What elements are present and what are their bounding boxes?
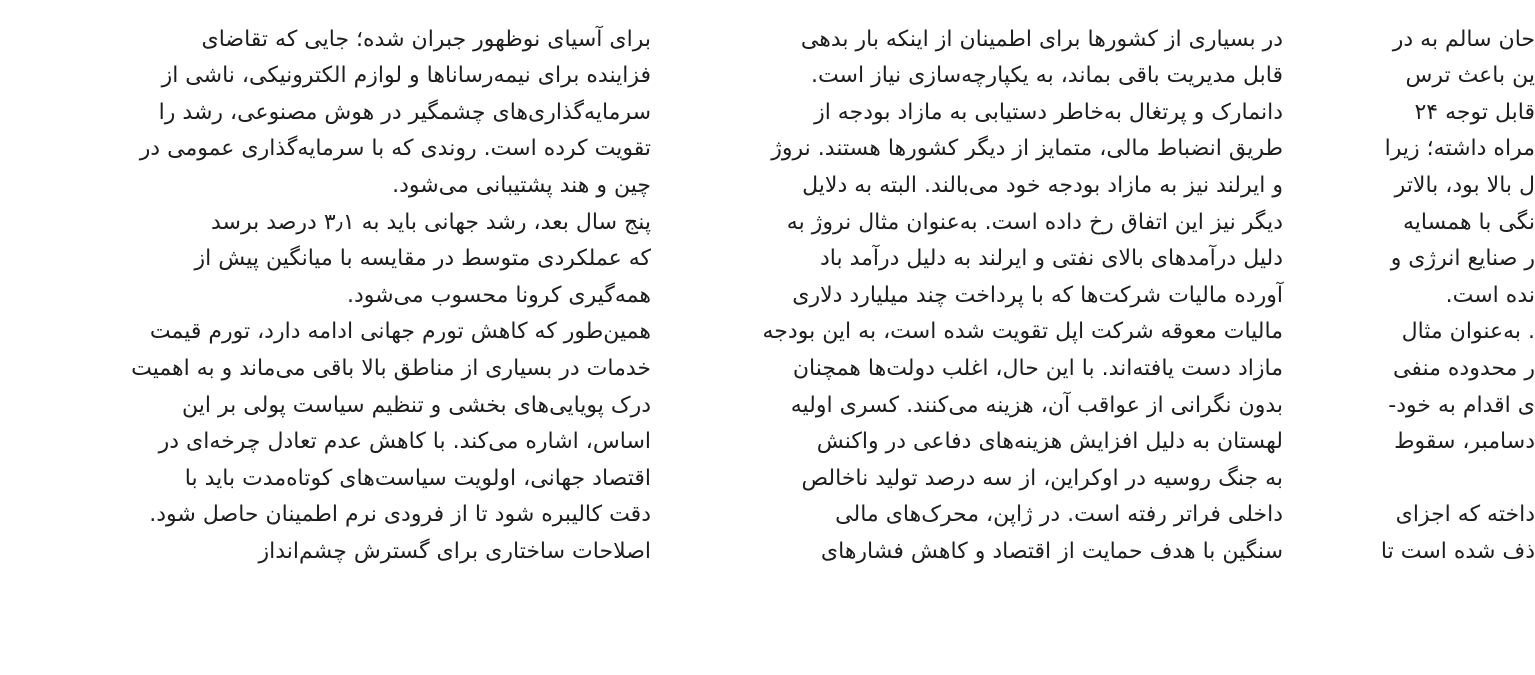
text-line: سرمایه‌گذاری‌های چشمگیر در هوش مصنوعی، رشد را <box>158 99 651 125</box>
text-line: دلیل درآمدهای بالای نفتی و ایرلند به دلیل درآمد باد <box>819 246 1283 272</box>
text-line: مراه داشته؛ زیرا <box>1384 136 1535 162</box>
text-line: نگی با همسایه <box>1403 209 1535 235</box>
text-line: به جنگ روسیه در اوکراین، از سه درصد تولید ناخالص <box>801 465 1283 491</box>
text-line: اصلاحات ساختاری برای گسترش چشم‌انداز <box>258 538 651 564</box>
text-line: داخته که اجزای <box>1395 502 1535 528</box>
text-line: ذف شده است تا <box>1380 538 1535 564</box>
text-line: برای آسیای نوظهور جبران شده؛ جایی که تقاضای <box>201 26 651 52</box>
article-column-middle <box>708 0 1283 675</box>
text-line <box>1305 571 1535 608</box>
text-line <box>708 0 1283 22</box>
text-line: پنج سال بعد، رشد جهانی باید به ۳٫۱ درصد برسد <box>210 209 651 235</box>
text-line: ین باعث ترس <box>1405 63 1535 89</box>
article-column-left <box>76 0 651 675</box>
text-line: . به‌عنوان مثال <box>1401 319 1535 345</box>
text-line: مالیات معوقه شرکت اپل تقویت شده است، به این بودجه <box>762 319 1283 345</box>
article-column-right-partial <box>1305 0 1535 675</box>
text-line: اقتصاد جهانی، اولویت سیاست‌های کوتاه‌مدت باید با <box>184 465 651 491</box>
text-line: حان سالم به در <box>1392 26 1535 52</box>
text-line: درک پویایی‌های بخشی و تنظیم سیاست پولی بر این <box>182 392 651 418</box>
text-line: همین‌طور که کاهش تورم جهانی ادامه دارد، تورم قیمت <box>149 319 651 345</box>
text-line: بدون نگرانی از عواقب آن، هزینه می‌کنند. کسری اولیه <box>790 392 1283 418</box>
text-line: فزاینده برای نیمه‌رساناها و لوازم الکترونیکی، ناشی از <box>161 63 651 89</box>
text-line: دقت کالیبره شود تا از فرودی نرم اطمینان حاصل شود. <box>149 502 651 528</box>
text-line: همه‌گیری کرونا محسوب می‌شود. <box>346 282 651 308</box>
text-line: دانمارک و پرتغال به‌خاطر دستیابی به مازاد بودجه از <box>814 99 1283 125</box>
text-line: و ایرلند نیز به مازاد بودجه خود می‌بالند. البته به دلایل <box>802 172 1283 198</box>
text-line: آورده مالیات شرکت‌ها که با پرداخت چند میلیارد دلاری <box>792 282 1283 308</box>
text-line: ر صنایع انرژی و <box>1390 246 1535 272</box>
text-line: قابل توجه ۲۴ <box>1414 99 1535 125</box>
text-line <box>1305 0 1535 22</box>
text-line: ی اقدام به خود- <box>1388 392 1535 418</box>
text-line: دیگر نیز این اتفاق رخ داده است. به‌عنوان مثال نروژ به <box>786 209 1283 235</box>
text-line: نده است. <box>1445 282 1535 308</box>
text-line: مازاد دست یافته‌اند. با این حال، اغلب دولت‌ها همچنان <box>792 355 1283 381</box>
text-line: ل بالا بود، بالاتر <box>1394 172 1535 198</box>
text-line <box>708 571 1283 608</box>
text-line: لهستان به دلیل افزایش هزینه‌های دفاعی در واکنش <box>816 429 1283 455</box>
text-line: خدمات در بسیاری از مناطق بالا باقی می‌ماند و به اهمیت <box>131 355 651 381</box>
text-line: چین و هند پشتیبانی می‌شود. <box>392 172 651 198</box>
text-line: در بسیاری از کشورها برای اطمینان از اینکه بار بدهی <box>800 26 1283 52</box>
text-line: اساس، اشاره می‌کند. با کاهش عدم تعادل چرخه‌ای در <box>158 429 651 455</box>
text-line <box>76 571 651 608</box>
text-line <box>1305 461 1535 498</box>
text-line: ر محدوده منفی <box>1393 355 1535 381</box>
text-line: داخلی فراتر رفته است. در ژاپن، محرک‌های مالی <box>835 502 1283 528</box>
text-line: تقویت کرده است. روندی که با سرمایه‌گذاری عمومی در <box>139 136 651 162</box>
text-line: قابل مدیریت باقی بماند، به یکپارچه‌سازی نیاز است. <box>810 63 1283 89</box>
text-line <box>76 0 651 22</box>
text-line: که عملکردی متوسط در مقایسه با میانگین پیش از <box>194 246 651 272</box>
text-line: دسامبر، سقوط <box>1394 429 1535 455</box>
text-line: طریق انضباط مالی، متمایز از دیگر کشورها هستند. نروژ <box>771 136 1283 162</box>
text-line: سنگین با هدف حمایت از اقتصاد و کاهش فشارهای <box>820 538 1283 564</box>
